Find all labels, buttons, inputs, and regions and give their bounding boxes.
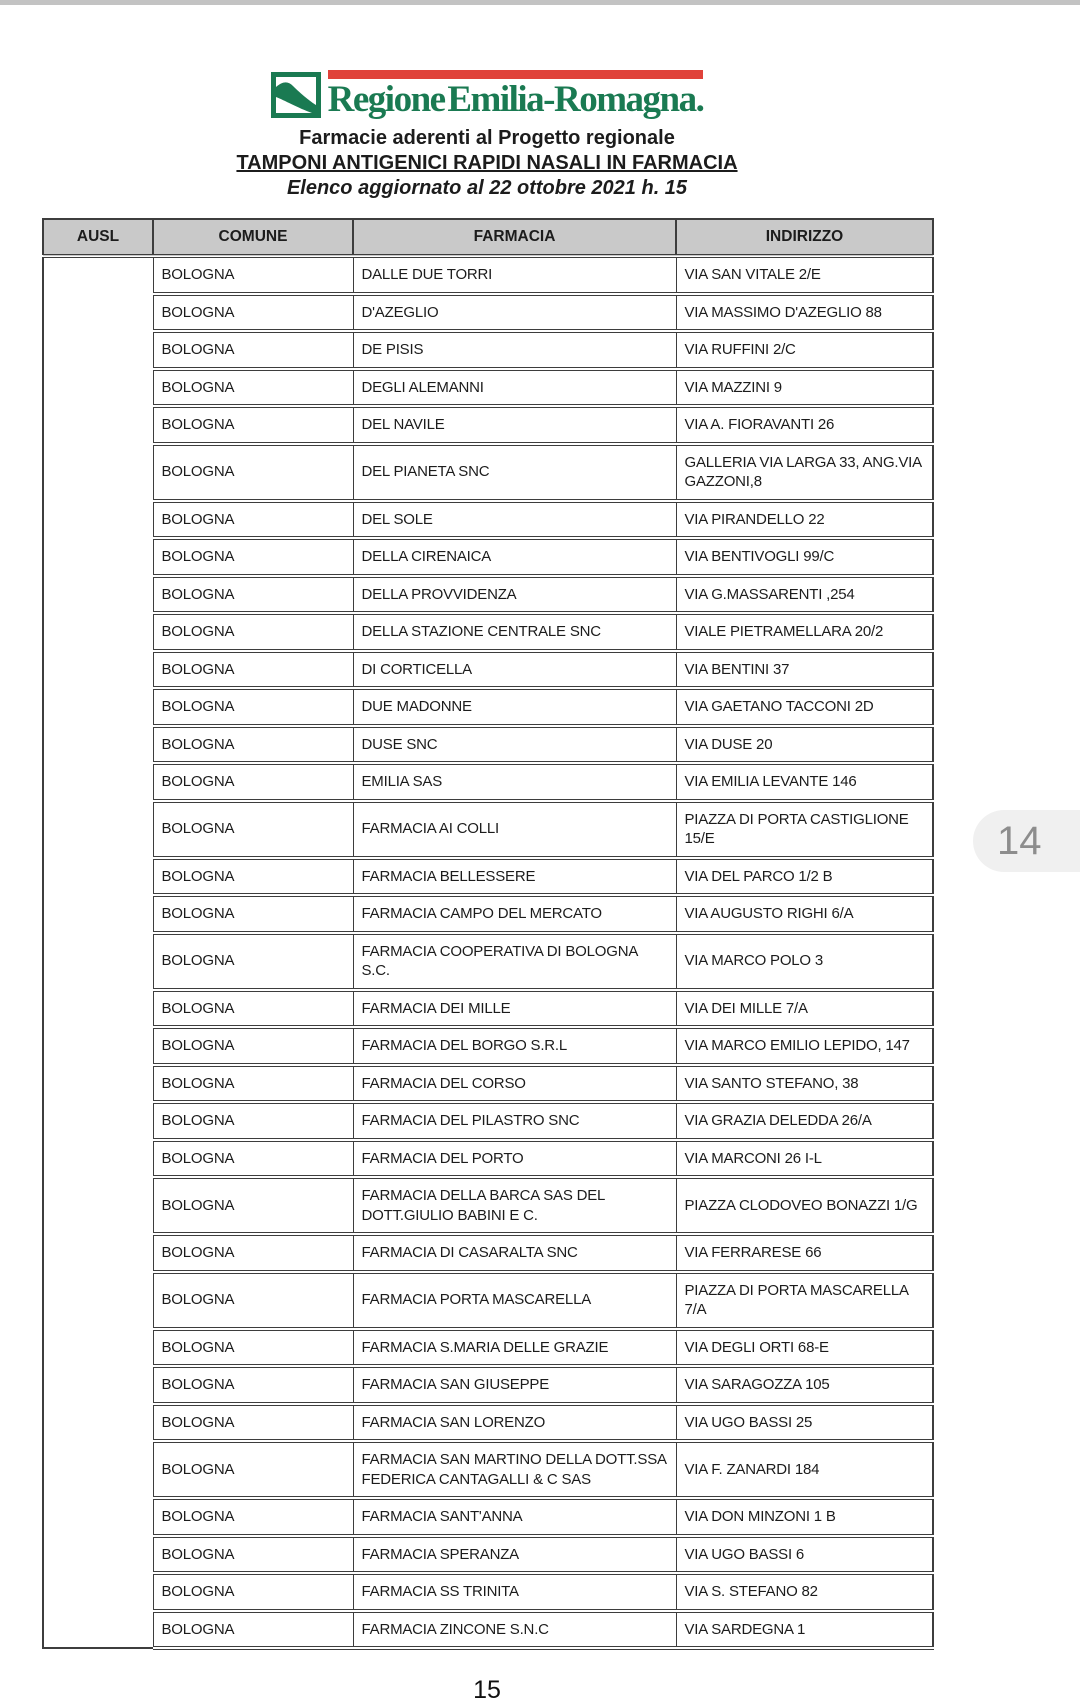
comune-cell: BOLOGNA: [153, 294, 353, 332]
table-row: [43, 1329, 933, 1367]
comune-cell: BOLOGNA: [153, 651, 353, 689]
table-row: [43, 651, 933, 689]
document-update-note: Elenco aggiornato al 22 ottobre 2021 h. 15: [286, 177, 688, 199]
indirizzo-cell: VIA UGO BASSI 6: [676, 1536, 933, 1574]
comune-cell: BOLOGNA: [153, 1329, 353, 1367]
farmacia-cell: DEL NAVILE: [353, 406, 676, 444]
indirizzo-cell: VIA MARCONI 26 I-L: [676, 1140, 933, 1178]
farmacia-cell: EMILIA SAS: [353, 763, 676, 801]
table-row: [43, 576, 933, 614]
farmacia-cell: FARMACIA SANT'ANNA: [353, 1498, 676, 1536]
indirizzo-cell: VIA UGO BASSI 25: [676, 1404, 933, 1442]
logo-red-bar: [328, 70, 704, 79]
indirizzo-cell: VIA MARCO EMILIO LEPIDO, 147: [676, 1027, 933, 1065]
indirizzo-cell: VIA DEGLI ORTI 68-E: [676, 1329, 933, 1367]
indirizzo-cell: VIA DON MINZONI 1 B: [676, 1498, 933, 1536]
indirizzo-cell: VIA SAN VITALE 2/E: [676, 256, 933, 294]
farmacia-cell: DEGLI ALEMANNI: [353, 369, 676, 407]
indirizzo-cell: VIA SARAGOZZA 105: [676, 1366, 933, 1404]
comune-cell: BOLOGNA: [153, 331, 353, 369]
farmacia-cell: DELLA STAZIONE CENTRALE SNC: [353, 613, 676, 651]
table-row: [43, 1140, 933, 1178]
document-page: [42, 0, 932, 1705]
indirizzo-cell: VIA MAZZINI 9: [676, 369, 933, 407]
table-row: [43, 538, 933, 576]
table-row: [43, 613, 933, 651]
table-row: [43, 726, 933, 764]
table-row: [43, 1366, 933, 1404]
comune-cell: BOLOGNA: [153, 1234, 353, 1272]
farmacia-cell: FARMACIA DEL PILASTRO SNC: [353, 1102, 676, 1140]
farmacia-cell: DEL SOLE: [353, 501, 676, 539]
indirizzo-cell: VIA EMILIA LEVANTE 146: [676, 763, 933, 801]
comune-cell: BOLOGNA: [153, 1065, 353, 1103]
region-logo-icon: [271, 72, 321, 118]
table-row: [43, 444, 933, 501]
indirizzo-cell: VIA SARDEGNA 1: [676, 1611, 933, 1649]
farmacia-cell: FARMACIA S.MARIA DELLE GRAZIE: [353, 1329, 676, 1367]
comune-cell: BOLOGNA: [153, 763, 353, 801]
pharmacy-table: [42, 218, 934, 1650]
table-row: [43, 1611, 933, 1649]
viewer-page-indicator-badge: [973, 810, 1080, 872]
farmacia-cell: FARMACIA DELLA BARCA SAS DEL DOTT.GIULIO BABINI E C.: [353, 1177, 676, 1234]
table-row: [43, 294, 933, 332]
comune-cell: BOLOGNA: [153, 801, 353, 858]
indirizzo-cell: VIA MASSIMO D'AZEGLIO 88: [676, 294, 933, 332]
comune-cell: BOLOGNA: [153, 613, 353, 651]
table-row: [43, 763, 933, 801]
column-header-indirizzo: INDIRIZZO: [676, 219, 933, 256]
comune-cell: BOLOGNA: [153, 444, 353, 501]
indirizzo-cell: VIA RUFFINI 2/C: [676, 331, 933, 369]
indirizzo-cell: PIAZZA CLODOVEO BONAZZI 1/G: [676, 1177, 933, 1234]
farmacia-cell: FARMACIA COOPERATIVA DI BOLOGNA S.C.: [353, 933, 676, 990]
indirizzo-cell: VIA DUSE 20: [676, 726, 933, 764]
indirizzo-cell: PIAZZA DI PORTA MASCARELLA 7/A: [676, 1272, 933, 1329]
comune-cell: BOLOGNA: [153, 1498, 353, 1536]
table-row: [43, 331, 933, 369]
comune-cell: BOLOGNA: [153, 933, 353, 990]
comune-cell: BOLOGNA: [153, 406, 353, 444]
indirizzo-cell: VIA FERRARESE 66: [676, 1234, 933, 1272]
comune-cell: BOLOGNA: [153, 538, 353, 576]
comune-cell: BOLOGNA: [153, 1272, 353, 1329]
indirizzo-cell: PIAZZA DI PORTA CASTIGLIONE 15/E: [676, 801, 933, 858]
table-row: [43, 1177, 933, 1234]
table-row: [43, 406, 933, 444]
farmacia-cell: FARMACIA ZINCONE S.N.C: [353, 1611, 676, 1649]
farmacia-cell: FARMACIA DEL BORGO S.R.L: [353, 1027, 676, 1065]
farmacia-cell: FARMACIA SS TRINITA: [353, 1573, 676, 1611]
farmacia-cell: FARMACIA AI COLLI: [353, 801, 676, 858]
comune-cell: BOLOGNA: [153, 688, 353, 726]
comune-cell: BOLOGNA: [153, 1404, 353, 1442]
comune-cell: BOLOGNA: [153, 576, 353, 614]
farmacia-cell: DEL PIANETA SNC: [353, 444, 676, 501]
comune-cell: BOLOGNA: [153, 1441, 353, 1498]
farmacia-cell: FARMACIA BELLESSERE: [353, 858, 676, 896]
indirizzo-cell: VIA SANTO STEFANO, 38: [676, 1065, 933, 1103]
indirizzo-cell: GALLERIA VIA LARGA 33, ANG.VIA GAZZONI,8: [676, 444, 933, 501]
farmacia-cell: DELLA PROVVIDENZA: [353, 576, 676, 614]
table-row: [43, 801, 933, 858]
comune-cell: BOLOGNA: [153, 1611, 353, 1649]
farmacia-cell: FARMACIA SAN MARTINO DELLA DOTT.SSA FEDERICA CANTAGALLI & C SAS: [353, 1441, 676, 1498]
farmacia-cell: DALLE DUE TORRI: [353, 256, 676, 294]
farmacia-cell: FARMACIA SAN LORENZO: [353, 1404, 676, 1442]
comune-cell: BOLOGNA: [153, 858, 353, 896]
document-title: TAMPONI ANTIGENICI RAPIDI NASALI IN FARMACIA: [236, 152, 738, 174]
farmacia-cell: DUSE SNC: [353, 726, 676, 764]
farmacia-cell: FARMACIA PORTA MASCARELLA: [353, 1272, 676, 1329]
farmacia-cell: DI CORTICELLA: [353, 651, 676, 689]
indirizzo-cell: VIA S. STEFANO 82: [676, 1573, 933, 1611]
column-header-ausl: AUSL: [43, 219, 153, 256]
indirizzo-cell: VIA A. FIORAVANTI 26: [676, 406, 933, 444]
farmacia-cell: FARMACIA DEL CORSO: [353, 1065, 676, 1103]
document-title-block: [42, 126, 932, 201]
ausl-merged-cell: [43, 256, 153, 1648]
indirizzo-cell: VIA AUGUSTO RIGHI 6/A: [676, 895, 933, 933]
table-row: [43, 1272, 933, 1329]
table-row: [43, 1573, 933, 1611]
indirizzo-cell: VIA DEL PARCO 1/2 B: [676, 858, 933, 896]
indirizzo-cell: VIA BENTINI 37: [676, 651, 933, 689]
document-subtitle: Farmacie aderenti al Progetto regionale: [299, 127, 675, 149]
table-row: [43, 1441, 933, 1498]
indirizzo-cell: VIA DEI MILLE 7/A: [676, 990, 933, 1028]
logo-text-block: [328, 70, 704, 118]
indirizzo-cell: VIA GAETANO TACCONI 2D: [676, 688, 933, 726]
indirizzo-cell: VIA G.MASSARENTI ,254: [676, 576, 933, 614]
comune-cell: BOLOGNA: [153, 1102, 353, 1140]
indirizzo-cell: VIA MARCO POLO 3: [676, 933, 933, 990]
page-number: 15: [473, 1676, 501, 1704]
farmacia-cell: FARMACIA DEL PORTO: [353, 1140, 676, 1178]
indirizzo-cell: VIA BENTIVOGLI 99/C: [676, 538, 933, 576]
comune-cell: BOLOGNA: [153, 256, 353, 294]
table-header-row: [43, 219, 933, 256]
comune-cell: BOLOGNA: [153, 1366, 353, 1404]
table-row: [43, 688, 933, 726]
farmacia-cell: FARMACIA DEI MILLE: [353, 990, 676, 1028]
table-row: [43, 1027, 933, 1065]
indirizzo-cell: VIALE PIETRAMELLARA 20/2: [676, 613, 933, 651]
logo-wordmark: Regione Emilia-Romagna.: [327, 79, 704, 120]
table-row: [43, 1498, 933, 1536]
table-row: [43, 990, 933, 1028]
farmacia-cell: FARMACIA DI CASARALTA SNC: [353, 1234, 676, 1272]
comune-cell: BOLOGNA: [153, 1140, 353, 1178]
table-row: [43, 1536, 933, 1574]
table-row: [43, 858, 933, 896]
column-header-comune: COMUNE: [153, 219, 353, 256]
farmacia-cell: DE PISIS: [353, 331, 676, 369]
regione-emilia-romagna-logo: [271, 70, 704, 118]
farmacia-cell: FARMACIA CAMPO DEL MERCATO: [353, 895, 676, 933]
farmacia-cell: D'AZEGLIO: [353, 294, 676, 332]
indirizzo-cell: VIA PIRANDELLO 22: [676, 501, 933, 539]
table-row: [43, 369, 933, 407]
farmacia-cell: FARMACIA SPERANZA: [353, 1536, 676, 1574]
farmacia-cell: DELLA CIRENAICA: [353, 538, 676, 576]
comune-cell: BOLOGNA: [153, 369, 353, 407]
table-row: [43, 501, 933, 539]
farmacia-cell: FARMACIA SAN GIUSEPPE: [353, 1366, 676, 1404]
comune-cell: BOLOGNA: [153, 501, 353, 539]
comune-cell: BOLOGNA: [153, 726, 353, 764]
viewer-page-indicator-label: 14: [997, 818, 1042, 863]
indirizzo-cell: VIA F. ZANARDI 184: [676, 1441, 933, 1498]
indirizzo-cell: VIA GRAZIA DELEDDA 26/A: [676, 1102, 933, 1140]
comune-cell: BOLOGNA: [153, 895, 353, 933]
table-row: [43, 933, 933, 990]
comune-cell: BOLOGNA: [153, 1536, 353, 1574]
comune-cell: BOLOGNA: [153, 1573, 353, 1611]
column-header-farmacia: FARMACIA: [353, 219, 676, 256]
table-row: [43, 256, 933, 294]
table-row: [43, 1102, 933, 1140]
farmacia-cell: DUE MADONNE: [353, 688, 676, 726]
comune-cell: BOLOGNA: [153, 1177, 353, 1234]
comune-cell: BOLOGNA: [153, 1027, 353, 1065]
table-row: [43, 1404, 933, 1442]
table-row: [43, 1234, 933, 1272]
table-row: [43, 895, 933, 933]
comune-cell: BOLOGNA: [153, 990, 353, 1028]
table-row: [43, 1065, 933, 1103]
